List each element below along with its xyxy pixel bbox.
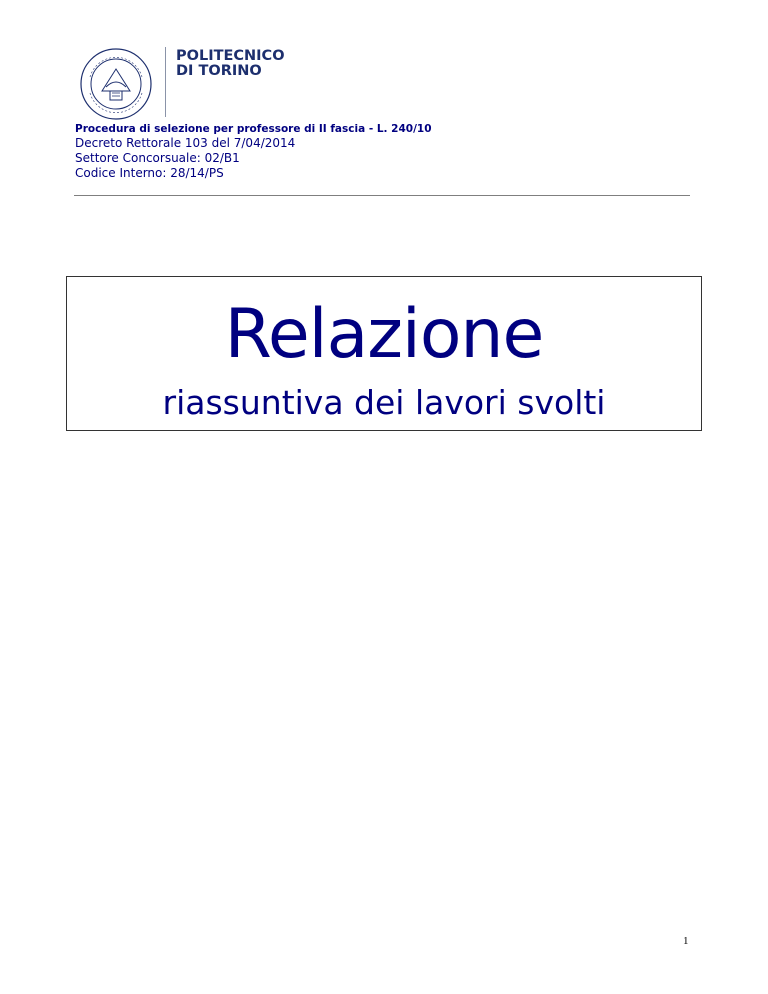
- sector-line: Settore Concorsuale: 02/B1: [75, 151, 240, 165]
- internal-code-line: Codice Interno: 28/14/PS: [75, 166, 224, 180]
- logo-divider: [165, 47, 166, 117]
- page-number: 1: [683, 935, 689, 947]
- procedure-heading: Procedura di selezione per professore di II fascia - L. 240/10: [75, 123, 432, 135]
- header-divider: [74, 195, 690, 196]
- title-box: [66, 276, 702, 431]
- institution-logo-text: [176, 49, 285, 79]
- document-title: Relazione: [224, 295, 544, 374]
- logo-line-di-torino: DI TORINO: [176, 63, 262, 79]
- politecnico-seal-icon: [72, 47, 160, 121]
- document-subtitle: riassuntiva dei lavori svolti: [162, 383, 606, 422]
- decree-line: Decreto Rettorale 103 del 7/04/2014: [75, 136, 296, 150]
- document-header: [75, 122, 432, 181]
- logo-line-politecnico: POLITECNICO: [176, 48, 285, 64]
